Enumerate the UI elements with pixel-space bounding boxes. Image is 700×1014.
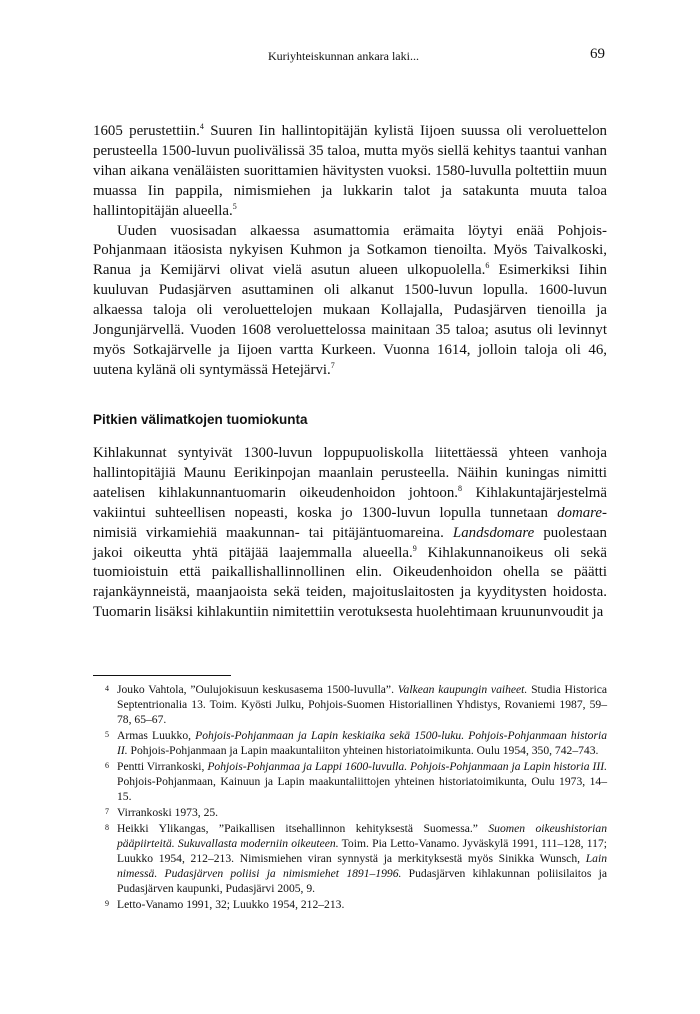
body-text-lower [93, 444, 607, 623]
footnote-4: 4 Jouko Vahtola, ”Oulujokisuun keskusasema 1500-luvulla”. Valkean kaupungin vaiheet. Studia Historica Septentrionalia 13. Toim. Kyösti Julku, Pohjois-Suomen Historiallinen Yhdistys, Rovaniemi 1987, 59–78, 65–67. [105, 683, 607, 727]
footnote-ref-7[interactable]: 7 [330, 360, 335, 370]
footnote-5: 5 Armas Luukko, Pohjois-Pohjanmaan ja Lapin keskiaika sekä 1500-luku. Pohjois-Pohjanmaan historia II. Pohjois-Pohjanmaan ja Lapin maakuntaliiton yhteinen historiatoimikunta. Oulu 1954, 350, 742–743. [105, 729, 607, 758]
footnote-divider [93, 675, 231, 676]
section-heading: Pitkien välimatkojen tuomiokunta [93, 412, 308, 427]
footnote-ref-5[interactable]: 5 [232, 201, 237, 211]
footnote-6: 6 Pentti Virrankoski, Pohjois-Pohjanmaa ja Lappi 1600-luvulla. Pohjois-Pohjanmaan ja Lapin historia III. Pohjois-Pohjanmaan, Kainuun ja Lapin maakuntaliittojen yhteinen historiatoimikunta, Oulu 1973, 14–15. [105, 760, 607, 804]
paragraph-2: Uuden vuosisadan alkaessa asumattomia erämaita löytyi enää Pohjois-Pohjanmaan itäosista nykyisen Kuhmon ja Sotkamon tienoilta. Myös Taivalkoski, Ranua ja Kemijärvi olivat vielä asutun alueen ulkopuolella.$^6$ Esimerkiksi Iihin kuuluvan Pudasjärven asuttaminen oli alkanut 1500-luvun lopulla. 1600-luvun alkaessa taloja oli veroluettelojen mukaan Kollajalla, Pudasjärven tienoilla ja Jongunjärvellä. Vuoden 1608 veroluettelossa mainitaan 35 taloa; asutus oli levinnyt myös Sotkajärvelle ja Iijoen vartta Kurkeen. Vuonna 1614, jolloin taloja oli 46, uutena kylänä oli syntymässä Hetejärvi.$^7$ [93, 222, 607, 378]
footnote-ref-4[interactable]: 4 [199, 122, 204, 132]
footnote-9: 9 Letto-Vanamo 1991, 32; Luukko 1954, 212–213. [105, 898, 345, 912]
footnotes [93, 682, 607, 913]
body-text-upper [93, 122, 607, 381]
footnote-8: 8 Heikki Ylikangas, ”Paikallisen itsehallinnon kehityksestä Suomessa.” Suomen oikeushistorian pääpiirteitä. Sukuvallasta moderniin oikeuteen. Toim. Pia Letto-Vanamo. Jyväskylä 1991, 111–128, 117; Luukko 1954, 212–213. Nimismiehen viran synnystä ja merkityksestä myös Sinikka Wunsch, Lain nimessä. Pudasjärven poliisi ja nimismiehet 1891–1996. Pudasjärven kihlakunnan poliisilaitos ja Pudasjärven kaupunki, Pudasjärvi 2005, 9. [105, 822, 607, 896]
footnote-ref-9[interactable]: 9 [412, 543, 417, 553]
running-header: Kuriyhteiskunnan ankara laki... [268, 49, 419, 63]
paragraph-1: 1605 perustettiin.$^4$ Suuren Iin hallintopitäjän kylistä Iijoen suussa oli veroluettelon perusteella 1500-luvun puolivälissä 35 taloa, mutta myös siellä kehitys taantui vanhan vihan aikana venäläisten suorittamien hävitysten vuoksi. 1580-luvulla poltettiin muun muassa Iin pappila, nimismiehen ja lukkarin talot ja satakunta muuta taloa hallintopitäjän alueella.$^5$ [93, 122, 607, 219]
footnote-ref-8[interactable]: 8 [458, 483, 463, 493]
footnote-7: 7 Virrankoski 1973, 25. [105, 806, 219, 820]
page-number: 69 [590, 46, 605, 62]
paragraph-3: Kihlakunnat syntyivät 1300-luvun loppupuoliskolla liitettäessä yhteen vanhoja hallintopitäjiä Maunu Eerikinpojan maanlain perusteella. Näihin kuningas nimitti aatelisen kihlakunnantuomarin oikeudenhoidon johtoon.$^8$ Kihlakuntajärjestelmä vakiintui suhteellisen nopeasti, koska jo 1300-luvun lopulla tunnetaan domare-nimisiä virkamiehiä maakunnan- tai pitäjäntuomareina. Landsdomare puolestaan jakoi oikeutta yhtä pitäjää laajemmalla alueella.$^9$ Kihlakunnanoikeus oli sekä tuomioistuin että paikallishallinnollinen elin. Oikeudenhoidon ohella se päätti rajankäynneistä, maanjaoista sekä teiden, majoituslaitosten ja kyyditysten hoidosta. Tuomarin lisäksi kihlakuntiin nimitettiin verotuksesta huolehtimaan kruununvoudit ja [93, 445, 608, 621]
footnote-ref-6[interactable]: 6 [485, 261, 490, 271]
